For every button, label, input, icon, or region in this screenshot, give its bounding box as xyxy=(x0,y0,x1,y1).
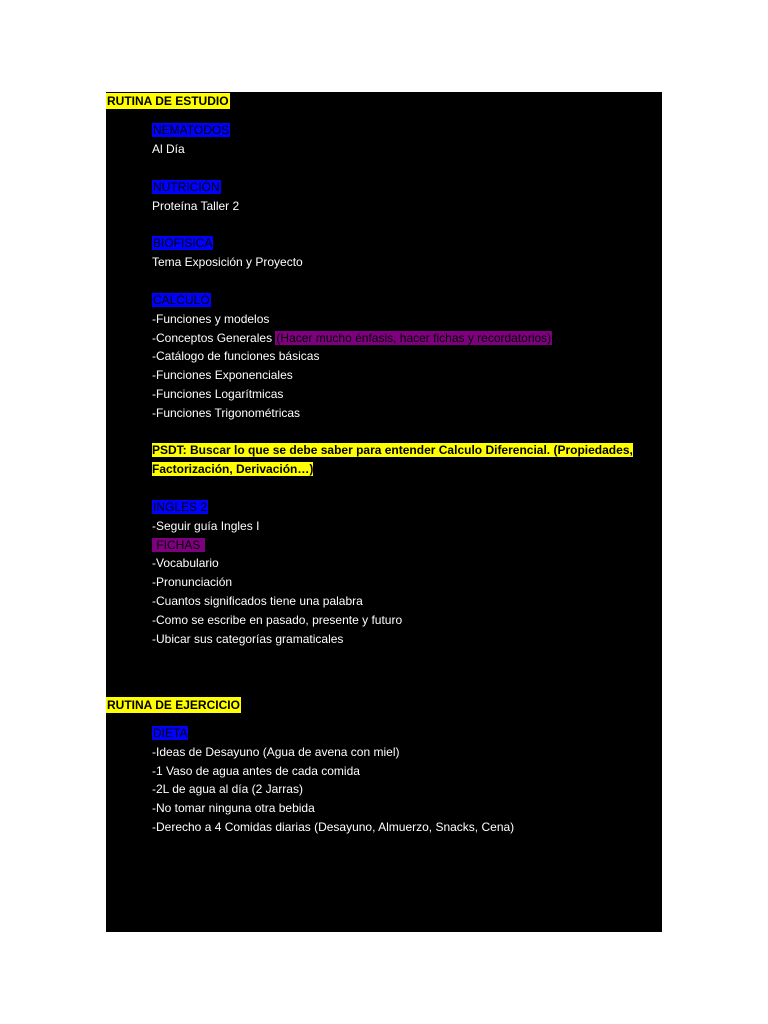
dieta-item: -Ideas de Desayuno (Agua de avena con miel) xyxy=(152,744,400,759)
calculo-item xyxy=(152,329,642,348)
ingles-item: -Cuantos significados tiene una palabra xyxy=(152,593,363,608)
dieta-item: -1 Vaso de agua antes de cada comida xyxy=(152,763,360,778)
dieta-item: -Derecho a 4 Comidas diarias (Desayuno, Almuerzo, Snacks, Cena) xyxy=(152,819,515,834)
calculo-item-text: -Conceptos Generales xyxy=(152,330,276,345)
nematodos-heading: NEMATODOS xyxy=(153,123,230,137)
fichas-label: FICHAS xyxy=(153,537,204,552)
calculo-item: -Catálogo de funciones básicas xyxy=(152,349,320,364)
ingles-section xyxy=(152,498,642,648)
dieta-heading: DIETA xyxy=(153,726,188,740)
nutricion-heading: NUTRICIÓN xyxy=(153,180,220,194)
psdt-line-1: PSDT: Buscar lo que se debe saber para entender Calculo Diferencial. (Propiedades, xyxy=(152,443,633,457)
biofisica-section xyxy=(152,234,642,272)
nutricion-item: Proteína Taller 2 xyxy=(152,198,240,213)
nutricion-section xyxy=(152,178,642,216)
calculo-item: -Funciones y modelos xyxy=(152,311,270,326)
dieta-item: -No tomar ninguna otra bebida xyxy=(152,801,315,816)
ingles-heading: INGLES 2 xyxy=(153,500,208,514)
calculo-item: -Funciones Trigonométricas xyxy=(152,405,301,420)
biofisica-item: Tema Exposición y Proyecto xyxy=(152,254,303,269)
calculo-emphasis-note: (Hacer mucho énfasis, hacer fichas y recordatorios) xyxy=(276,330,552,345)
dieta-item: -2L de agua al día (2 Jarras) xyxy=(152,782,303,797)
calculo-section xyxy=(152,291,642,423)
calculo-heading: CALCULO xyxy=(153,293,210,307)
ingles-guide: -Seguir guía Ingles I xyxy=(152,518,260,533)
biofisica-heading: BIOFISICA xyxy=(153,236,213,250)
exercise-routine-title: RUTINA DE EJERCICIO xyxy=(107,698,240,712)
dieta-section xyxy=(152,724,642,837)
document-page xyxy=(106,92,662,932)
calculo-item: -Funciones Logarítmicas xyxy=(152,386,284,401)
ingles-item: -Ubicar sus categorías gramaticales xyxy=(152,631,344,646)
psdt-line-2: Factorización, Derivación…) xyxy=(152,462,314,476)
ingles-item: -Vocabulario xyxy=(152,556,219,571)
study-routine-title: RUTINA DE ESTUDIO xyxy=(107,94,229,108)
nematodos-section xyxy=(152,121,642,159)
psdt-note xyxy=(152,441,642,479)
ingles-item: -Como se escribe en pasado, presente y futuro xyxy=(152,612,403,627)
nematodos-item: Al Día xyxy=(152,141,185,156)
calculo-item: -Funciones Exponenciales xyxy=(152,368,293,383)
ingles-item: -Pronunciación xyxy=(152,575,233,590)
